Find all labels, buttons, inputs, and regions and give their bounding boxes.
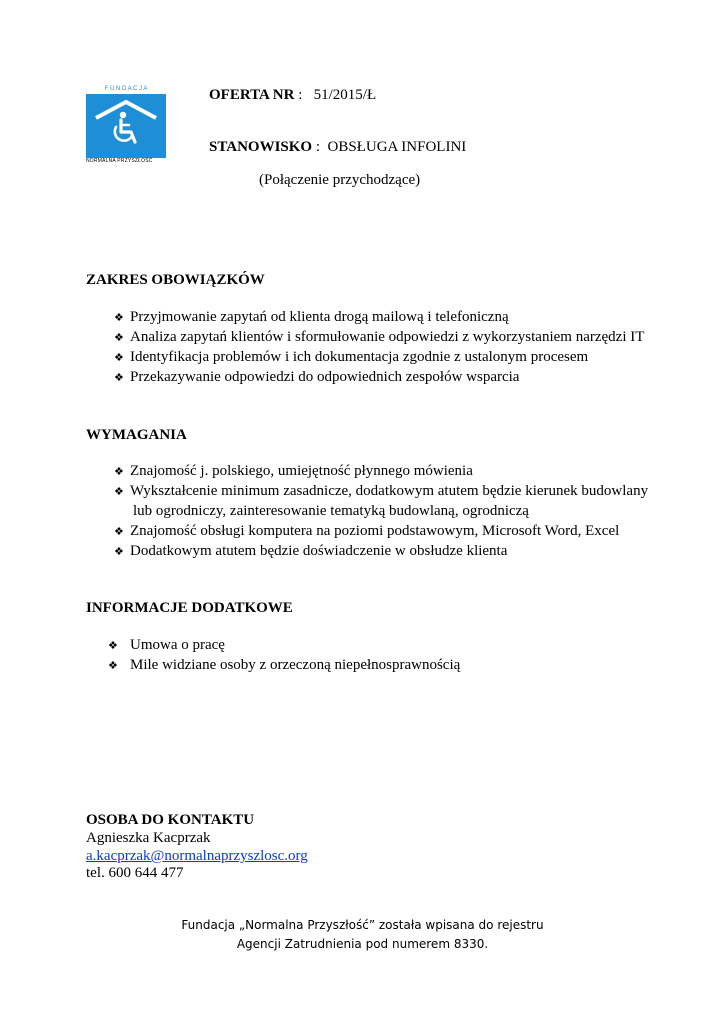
position-value: OBSŁUGA INFOLINI [327,139,467,155]
list-item: ❖ Identyfikacja problemów i ich dokumentacja zgodnie z ustalonym procesem [114,347,644,367]
bullet-icon: ❖ [108,640,118,652]
foundation-logo [86,84,166,170]
offer-number-line [209,86,376,104]
duties-list [114,307,644,387]
additional-heading: INFORMACJE DODATKOWE [86,600,293,616]
bullet-icon: ❖ [114,352,124,364]
list-item: ❖ Znajomość obsługi komputera na poziomi podstawowym, Microsoft Word, Excel [114,521,648,541]
offer-label: OFERTA NR [209,87,295,103]
list-item: ❖ Wykształcenie minimum zasadnicze, dodatkowym atutem będzie kierunek budowlany [114,481,648,501]
bullet-icon: ❖ [114,486,124,498]
footer-line-2: Agencji Zatrudnienia pod numerem 8330. [236,937,489,951]
bullet-icon: ❖ [114,526,124,538]
wheelchair-house-icon [86,84,166,158]
offer-separator: : [294,87,314,103]
list-item: ❖ Analiza zapytań klientów i sformułowanie odpowiedzi z wykorzystaniem narzędzi IT [114,327,644,347]
logo-caption: NORMALNA PRZYSZŁOŚĆ [86,158,153,164]
position-note: (Połączenie przychodzące) [259,172,421,188]
bullet-icon: ❖ [114,312,124,324]
position-label: STANOWISKO [209,139,313,155]
bullet-icon: ❖ [114,546,124,558]
duties-heading: ZAKRES OBOWIĄZKÓW [86,272,265,288]
bullet-icon: ❖ [114,372,124,384]
bullet-icon: ❖ [114,332,124,344]
requirements-heading: WYMAGANIA [86,427,187,443]
bullet-icon: ❖ [108,660,118,672]
contact-phone: tel. 600 644 477 [86,865,184,881]
additional-list [108,635,460,675]
list-item: ❖ Znajomość j. polskiego, umiejętność płynnego mówienia [114,461,648,481]
contact-heading: OSOBA DO KONTAKTU [86,812,255,828]
contact-name: Agnieszka Kacprzak [86,830,211,846]
contact-email-link[interactable]: a.kacprzak@normalnaprzyszlosc.org [86,848,308,864]
position-line [209,138,466,156]
list-item: ❖ Przekazywanie odpowiedzi do odpowiednich zespołów wsparcia [114,367,644,387]
logo-top-text: F U N D A C J A [104,86,148,92]
list-item: ❖ Umowa o pracę [108,635,460,655]
list-item: ❖ Przyjmowanie zapytań od klienta drogą mailową i telefoniczną [114,307,644,327]
list-item-continuation: lub ogrodniczy, zainteresowanie tematyką budowlaną, ogrodniczą [133,503,529,519]
bullet-icon: ❖ [114,466,124,478]
list-item: ❖ Dodatkowym atutem będzie doświadczenie w obsłudze klienta [114,541,648,561]
list-item: ❖ Mile widziane osoby z orzeczoną niepełnosprawnością [108,655,460,675]
position-separator: : [312,139,328,155]
requirements-list [114,461,648,561]
footer-line-1: Fundacja „Normalna Przyszłość” została wpisana do rejestru [181,918,544,932]
offer-value: 51/2015/Ł [313,87,377,103]
